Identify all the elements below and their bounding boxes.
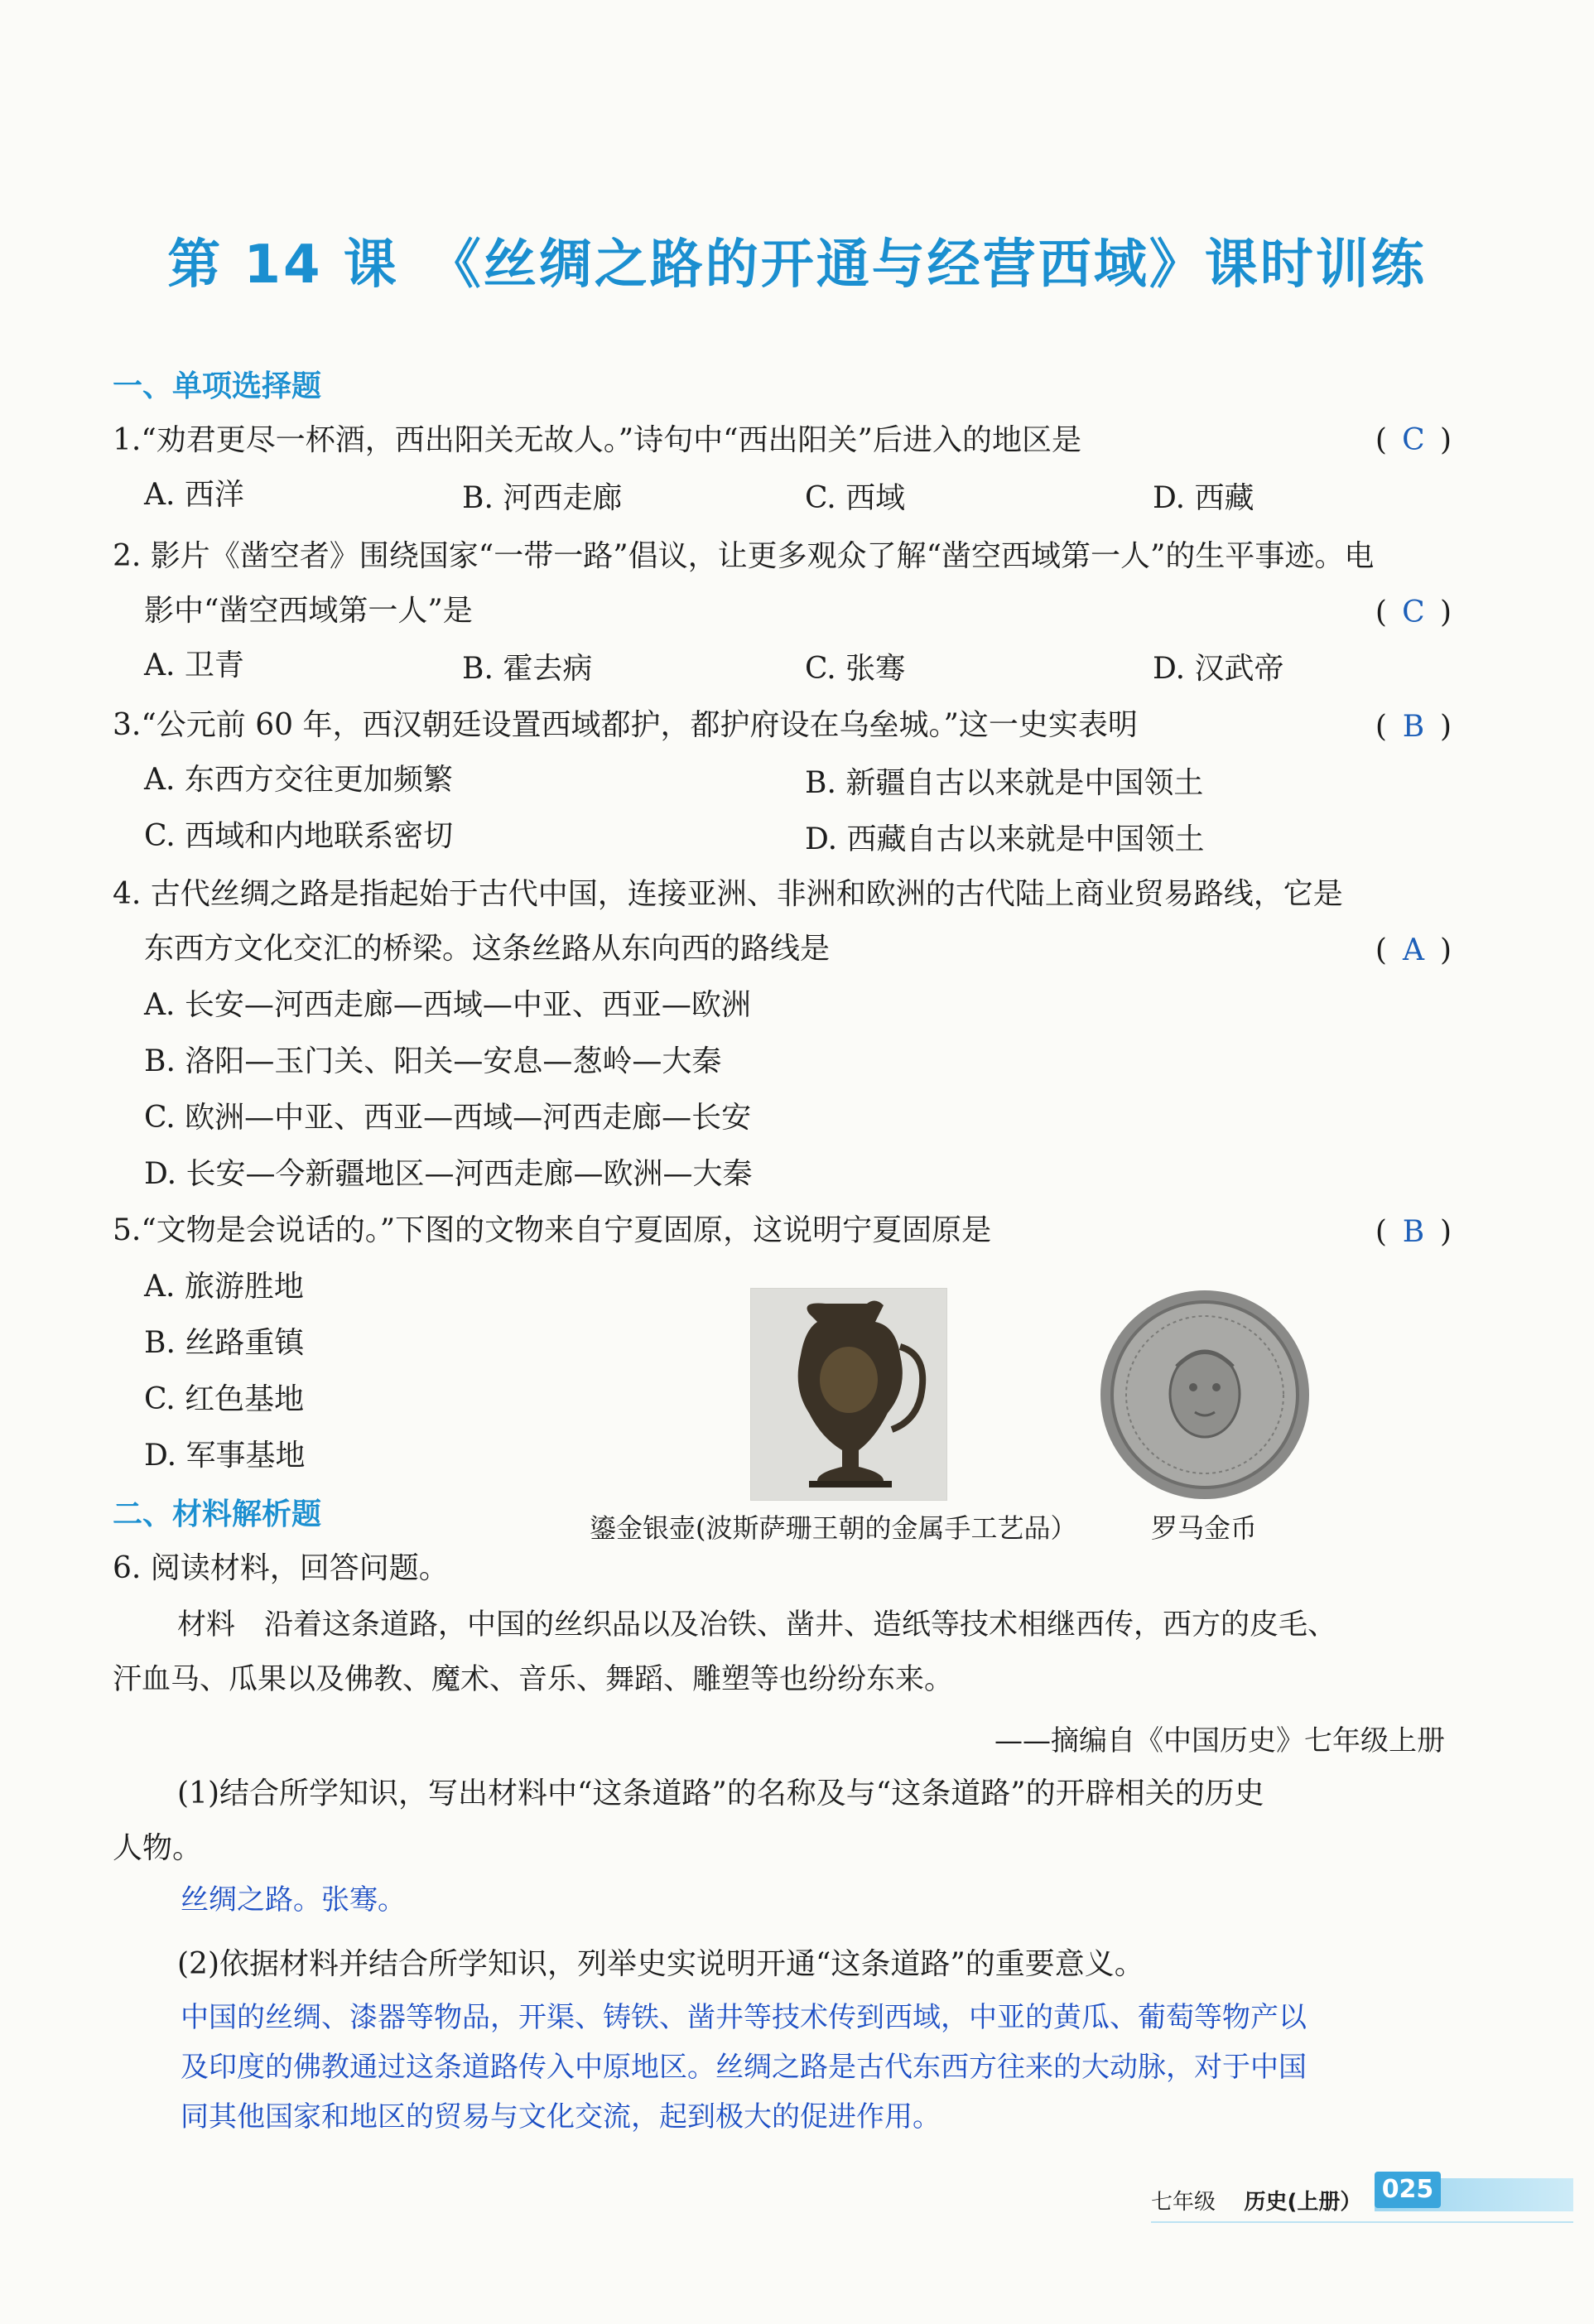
q6-material-source: ——摘编自《中国历史》七年级上册: [994, 1724, 1445, 1757]
q4-stem-line2: 东西方文化交汇的桥梁。这条丝路从东向西的路线是: [144, 932, 831, 966]
q6-sub2: (2)依据材料并结合所学知识，列举史实说明开通“这条道路”的重要意义。: [177, 1947, 1144, 1981]
q1-answer: C: [1402, 423, 1425, 457]
q5-option-d: D. 军事基地: [144, 1439, 306, 1473]
q4-answer: A: [1402, 933, 1424, 967]
page-title: 第 14 课 《丝绸之路的开通与经营西域》课时训练: [167, 234, 1427, 296]
q6-stem: 6. 阅读材料，回答问题。: [113, 1551, 449, 1585]
q3-option-d: D. 西藏自古以来就是中国领土: [805, 822, 1205, 856]
q1-option-c: C. 西域: [805, 481, 906, 515]
q4-option-a: A. 长安—河西走廊—西域—中亚、西亚—欧洲: [144, 988, 751, 1022]
footer-subject: 历史(上册）: [1244, 2190, 1362, 2215]
caption-ewer: 鎏金银壶(波斯萨珊王朝的金属手工艺品）: [590, 1512, 1077, 1544]
q2-answer-bracket: ( C ): [1375, 593, 1452, 633]
q6-material-line1: 材料 沿着这条道路，中国的丝织品以及冶铁、凿井、造纸等技术相继西传，西方的皮毛、: [177, 1608, 1337, 1642]
q3-option-b: B. 新疆自古以来就是中国领土: [805, 766, 1204, 800]
footer-grade: 七年级: [1151, 2190, 1216, 2215]
section-heading-material: 二、材料解析题: [113, 1497, 322, 1531]
q6-material-line2: 汗血马、瓜果以及佛教、魔术、音乐、舞蹈、雕塑等也纷纷东来。: [113, 1663, 954, 1696]
q2-option-d: D. 汉武帝: [1153, 652, 1284, 686]
q4-option-d: D. 长安—今新疆地区—河西走廊—欧洲—大秦: [144, 1157, 753, 1191]
footer-rule: [1151, 2221, 1573, 2223]
q4-stem-line1: 4. 古代丝绸之路是指起始于古代中国，连接亚洲、非洲和欧洲的古代陆上商业贸易路线，它是: [113, 877, 1343, 911]
caption-coin: 罗马金币: [1151, 1512, 1258, 1544]
q5-option-a: A. 旅游胜地: [144, 1270, 304, 1304]
q5-option-c: C. 红色基地: [144, 1382, 305, 1416]
q2-answer: C: [1402, 595, 1425, 629]
q1-stem: 1.“劝君更尽一杯酒，西出阳关无故人。”诗句中“西出阳关”后进入的地区是: [113, 423, 1081, 457]
q5-answer: B: [1402, 1215, 1425, 1249]
q3-option-c: C. 西域和内地联系密切: [144, 819, 454, 853]
q6-sub1-answer: 丝绸之路。张骞。: [181, 1883, 406, 1917]
q6-sub2-answer-line2: 及印度的佛教通过这条道路传入中原地区。丝绸之路是古代东西方往来的大动脉，对于中国: [181, 2051, 1307, 2084]
q3-answer: B: [1402, 710, 1425, 744]
q5-option-b: B. 丝路重镇: [144, 1326, 305, 1360]
q2-option-a: A. 卫青: [144, 649, 244, 682]
q6-sub2-answer-line3: 同其他国家和地区的贸易与文化交流，起到极大的促进作用。: [181, 2100, 941, 2134]
page-number: 025: [1375, 2172, 1441, 2208]
q1-option-a: A. 西洋: [144, 478, 244, 512]
gilded-silver-ewer-image: [750, 1288, 947, 1501]
roman-gold-coin-image: [1098, 1288, 1312, 1502]
section-heading-choice: 一、单项选择题: [113, 369, 322, 403]
q4-option-b: B. 洛阳—玉门关、阳关—安息—葱岭—大秦: [144, 1044, 722, 1078]
q6-sub1-line2: 人物。: [113, 1831, 203, 1865]
q2-stem-line2: 影中“凿空西域第一人”是: [144, 594, 473, 628]
q5-stem: 5.“文物是会说话的。”下图的文物来自宁夏固原，这说明宁夏固原是: [113, 1213, 992, 1247]
q1-option-b: B. 河西走廊: [462, 481, 623, 515]
footer-book-info: [1151, 2185, 1361, 2216]
q1-option-d: D. 西藏: [1153, 481, 1254, 515]
q4-option-c: C. 欧洲—中亚、西亚—西域—河西走廊—长安: [144, 1101, 752, 1135]
q1-answer-bracket: ( C ): [1375, 421, 1452, 460]
q4-answer-bracket: ( A ): [1375, 931, 1452, 971]
q3-option-a: A. 东西方交往更加频繁: [144, 763, 453, 797]
q3-answer-bracket: ( B ): [1375, 707, 1452, 747]
q2-option-b: B. 霍去病: [462, 652, 593, 686]
q2-option-c: C. 张骞: [805, 652, 906, 686]
q5-answer-bracket: ( B ): [1375, 1213, 1452, 1252]
q6-sub1-line1: (1)结合所学知识，写出材料中“这条道路”的名称及与“这条道路”的开辟相关的历史: [177, 1777, 1264, 1811]
q2-stem-line1: 2. 影片《凿空者》围绕国家“一带一路”倡议，让更多观众了解“凿空西域第一人”的生平事迹。电: [113, 539, 1375, 573]
q6-sub2-answer-line1: 中国的丝绸、漆器等物品，开渠、铸铁、凿井等技术传到西域，中亚的黄瓜、葡萄等物产以: [181, 2001, 1307, 2034]
q3-stem: 3.“公元前 60 年，西汉朝廷设置西域都护，都护府设在乌垒城。”这一史实表明: [113, 708, 1138, 742]
